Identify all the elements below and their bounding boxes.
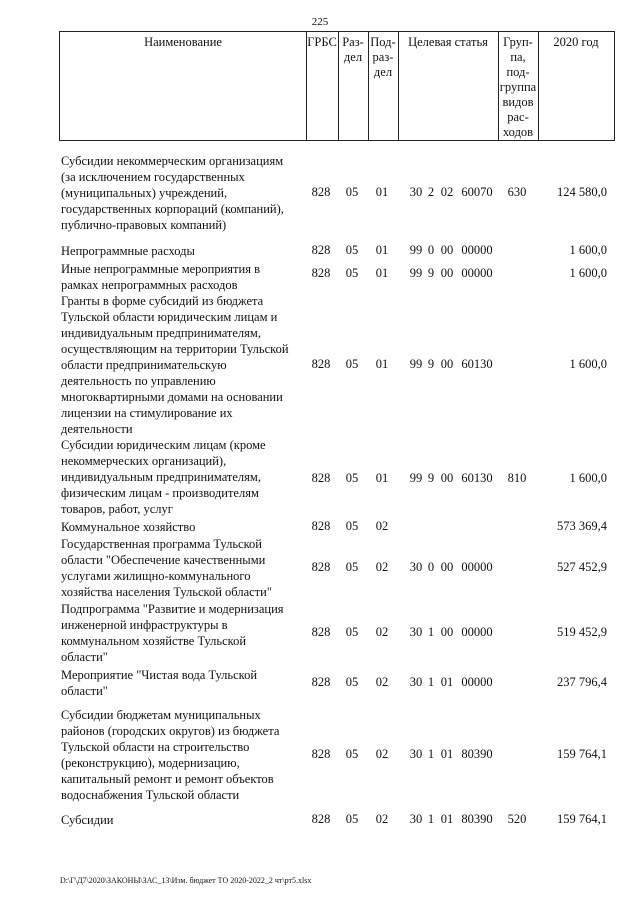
row-name: Государственная программа Тульской области "Обеспечение качественными услугами жилищно-коммунального хозяйства населения Тульской области"	[61, 537, 272, 599]
cell-grbs: 828	[311, 266, 331, 280]
cell-target-1: 99	[409, 266, 423, 280]
cell-grbs: 828	[311, 519, 331, 533]
row-name: Мероприятие "Чистая вода Тульской области"	[61, 668, 258, 698]
cell-grbs: 828	[311, 471, 331, 485]
header-group: Груп- па, под- группа видов рас- ходов	[499, 35, 537, 139]
cell-razdel: 05	[345, 747, 359, 761]
cell-target-2: 9	[427, 266, 435, 280]
cell-grbs: 828	[311, 747, 331, 761]
cell-amount: 1 600,0	[569, 357, 607, 371]
cell-razdel: 05	[345, 625, 359, 639]
cell-amount: 519 452,9	[557, 625, 607, 639]
row-name: Субсидии	[61, 813, 114, 827]
cell-grbs: 828	[311, 625, 331, 639]
cell-target-3: 01	[440, 812, 454, 826]
cell-target-1: 30	[409, 625, 423, 639]
cell-razdel: 05	[345, 560, 359, 574]
cell-target-3: 00	[440, 471, 454, 485]
cell-podrazdel: 02	[375, 519, 389, 533]
cell-amount: 159 764,1	[557, 812, 607, 826]
cell-podrazdel: 02	[375, 675, 389, 689]
cell-grbs: 828	[311, 243, 331, 257]
cell-target-2: 1	[427, 812, 435, 826]
cell-target-4: 80390	[461, 812, 493, 826]
cell-podrazdel: 02	[375, 747, 389, 761]
cell-target-4: 60130	[461, 471, 493, 485]
cell-amount: 1 600,0	[569, 471, 607, 485]
cell-vr: 630	[507, 185, 527, 199]
cell-grbs: 828	[311, 185, 331, 199]
header-podrazdel: Под- раз- дел	[370, 35, 396, 79]
cell-target-4: 00000	[461, 625, 493, 639]
cell-amount: 573 369,4	[557, 519, 607, 533]
file-path-footer: D:\Г\Д7\2020\ЗАКОНЫ\ЗАС_13\Изм. бюджет ТО 2020-2022_2 чт\рт5.xlsx	[60, 876, 312, 885]
cell-target-1: 30	[409, 747, 423, 761]
row-name: Подпрограмма "Развитие и модернизация инженерной инфраструктуры в коммунальном хозяйстве Тульской области"	[61, 602, 284, 664]
cell-target-2: 9	[427, 471, 435, 485]
row-name: Субсидии юридическим лицам (кроме некоммерческих организаций), индивидуальным предпринимателям, физическим лицам - производителям товаров, работ, услуг	[61, 438, 266, 516]
page-number: 225	[311, 16, 329, 28]
cell-amount: 237 796,4	[557, 675, 607, 689]
cell-razdel: 05	[345, 185, 359, 199]
cell-vr: 810	[507, 471, 527, 485]
cell-amount: 124 580,0	[557, 185, 607, 199]
cell-target-3: 01	[440, 675, 454, 689]
row-name: Субсидии некоммерческим организациям (за исключением государственных (муниципальных) учреждений, государственных корпораций (компаний), публично-правовых компаний)	[61, 154, 284, 232]
cell-razdel: 05	[345, 266, 359, 280]
cell-grbs: 828	[311, 357, 331, 371]
row-name: Коммунальное хозяйство	[61, 520, 196, 534]
cell-target-1: 30	[409, 812, 423, 826]
cell-razdel: 05	[345, 243, 359, 257]
cell-target-1: 99	[409, 357, 423, 371]
cell-amount: 1 600,0	[569, 266, 607, 280]
cell-target-3: 00	[440, 266, 454, 280]
cell-razdel: 05	[345, 471, 359, 485]
cell-target-4: 00000	[461, 243, 493, 257]
cell-target-1: 30	[409, 560, 423, 574]
header-grbs: ГРБС	[307, 35, 337, 49]
cell-target-2: 2	[427, 185, 435, 199]
cell-target-3: 00	[440, 560, 454, 574]
header-razdel: Раз- дел	[342, 35, 364, 64]
cell-podrazdel: 01	[375, 185, 389, 199]
header-year: 2020 год	[553, 35, 599, 49]
cell-target-4: 00000	[461, 560, 493, 574]
cell-podrazdel: 01	[375, 243, 389, 257]
cell-podrazdel: 01	[375, 471, 389, 485]
header-target: Целевая статья	[408, 35, 488, 49]
cell-target-4: 00000	[461, 266, 493, 280]
cell-podrazdel: 02	[375, 625, 389, 639]
cell-target-4: 60070	[461, 185, 493, 199]
cell-razdel: 05	[345, 357, 359, 371]
cell-target-3: 00	[440, 625, 454, 639]
row-name: Иные непрограммные мероприятия в рамках непрограммных расходов	[61, 262, 260, 292]
cell-grbs: 828	[311, 812, 331, 826]
cell-target-2: 0	[427, 243, 435, 257]
cell-podrazdel: 02	[375, 812, 389, 826]
cell-target-2: 1	[427, 625, 435, 639]
cell-target-1: 99	[409, 471, 423, 485]
cell-razdel: 05	[345, 519, 359, 533]
cell-target-2: 1	[427, 747, 435, 761]
cell-podrazdel: 01	[375, 357, 389, 371]
cell-target-4: 80390	[461, 747, 493, 761]
cell-target-1: 30	[409, 675, 423, 689]
cell-target-3: 00	[440, 357, 454, 371]
row-name: Непрограммные расходы	[61, 244, 195, 258]
table-header	[59, 31, 615, 141]
cell-razdel: 05	[345, 812, 359, 826]
cell-podrazdel: 01	[375, 266, 389, 280]
cell-target-2: 9	[427, 357, 435, 371]
cell-amount: 159 764,1	[557, 747, 607, 761]
cell-target-2: 1	[427, 675, 435, 689]
cell-target-4: 60130	[461, 357, 493, 371]
cell-vr: 520	[507, 812, 527, 826]
cell-grbs: 828	[311, 560, 331, 574]
row-name: Субсидии бюджетам муниципальных районов (городских округов) из бюджета Тульской области на строительство (реконструкцию), модернизацию, капитальный ремонт и ремонт объектов водоснабжения Тульской области	[61, 708, 280, 802]
cell-amount: 1 600,0	[569, 243, 607, 257]
row-name: Гранты в форме субсидий из бюджета Тульской области юридическим лицам и индивидуальным предпринимателям, осуществляющим на территории Тульской области предпринимательскую деятельность по управлению многоквартирными домами на основании лицензии на стимулирование их деятельности	[61, 294, 289, 436]
cell-target-2: 0	[427, 560, 435, 574]
cell-target-1: 30	[409, 185, 423, 199]
cell-podrazdel: 02	[375, 560, 389, 574]
cell-amount: 527 452,9	[557, 560, 607, 574]
cell-target-1: 99	[409, 243, 423, 257]
cell-razdel: 05	[345, 675, 359, 689]
cell-target-3: 00	[440, 243, 454, 257]
cell-target-3: 02	[440, 185, 454, 199]
header-name: Наименование	[144, 35, 222, 49]
cell-grbs: 828	[311, 675, 331, 689]
cell-target-4: 00000	[461, 675, 493, 689]
cell-target-3: 01	[440, 747, 454, 761]
